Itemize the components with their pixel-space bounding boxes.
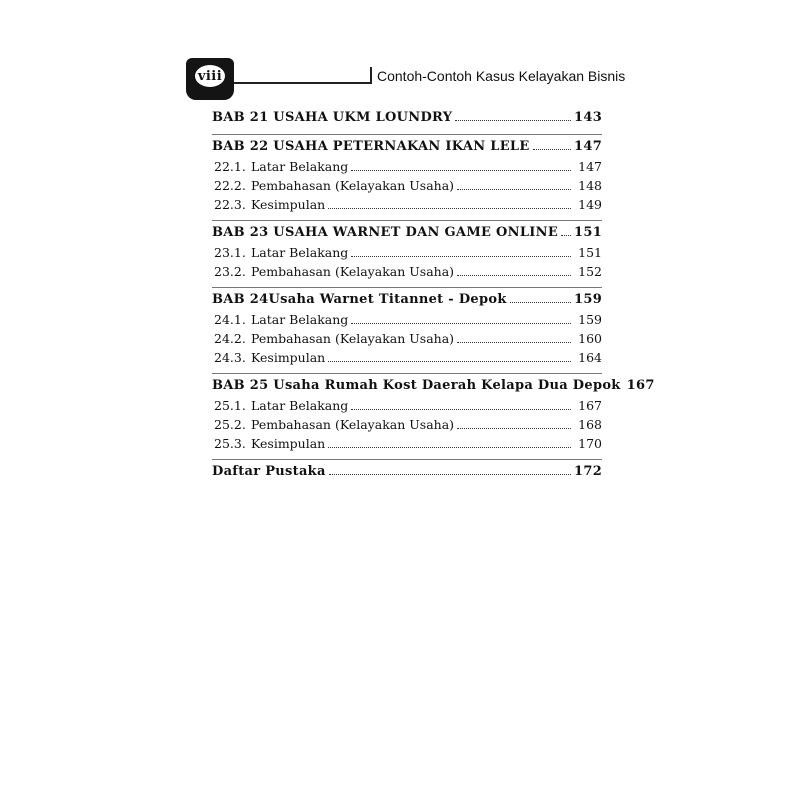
toc-subentry[interactable]: [212, 312, 602, 331]
dot-leader: [455, 111, 571, 121]
dot-leader: [328, 199, 571, 209]
toc-subentry-page: 164: [578, 350, 602, 365]
section-divider: [212, 459, 602, 460]
dot-leader: [351, 161, 571, 171]
toc-subentry-page: 148: [578, 178, 602, 193]
toc-entry-label: BAB 21 USAHA UKM LOUNDRY: [212, 110, 453, 125]
toc-entry-daftar-pustaka[interactable]: [212, 464, 602, 484]
dot-leader: [329, 465, 571, 475]
toc-entry-label: Daftar Pustaka: [212, 464, 326, 479]
table-of-contents: [212, 110, 655, 484]
toc-subentry-page: 152: [578, 264, 602, 279]
dot-leader: [457, 333, 571, 343]
toc-subentry[interactable]: [212, 159, 602, 178]
toc-subentry-number: 24.1.: [214, 312, 246, 327]
toc-subentry[interactable]: [212, 350, 602, 369]
dot-leader: [533, 140, 571, 150]
dot-leader: [561, 226, 571, 236]
toc-entry-label: BAB 24Usaha Warnet Titannet - Depok: [212, 292, 507, 307]
toc-entry-page: 143: [574, 110, 603, 125]
toc-subentry-number: 24.2.: [214, 331, 246, 346]
toc-subentry-number: 25.2.: [214, 417, 246, 432]
dot-leader: [351, 314, 571, 324]
header-rule: [234, 82, 370, 84]
dot-leader: [328, 438, 571, 448]
toc-subentry-label: Latar Belakang: [251, 245, 349, 260]
toc-entry-bab-23[interactable]: [212, 225, 602, 245]
toc-subentry-number: 25.1.: [214, 398, 246, 413]
toc-entry-bab-21[interactable]: [212, 110, 602, 130]
toc-subentry-number: 25.3.: [214, 436, 246, 451]
page-number-badge: [186, 58, 234, 100]
toc-subentry-number: 22.1.: [214, 159, 246, 174]
toc-subentry-label: Kesimpulan: [251, 350, 326, 365]
toc-entry-bab-25[interactable]: [212, 378, 655, 398]
toc-entry-page: 172: [574, 464, 603, 479]
toc-entry-page: 167: [626, 378, 655, 393]
toc-subentry-label: Latar Belakang: [251, 159, 349, 174]
toc-subentry-number: 24.3.: [214, 350, 246, 365]
toc-subentry[interactable]: [212, 264, 602, 283]
section-divider: [212, 373, 602, 374]
page-number: viii: [193, 63, 227, 89]
toc-entry-page: 159: [574, 292, 603, 307]
dot-leader: [457, 266, 571, 276]
toc-subentry[interactable]: [212, 178, 602, 197]
toc-subentry-page: 160: [578, 331, 602, 346]
toc-subentry-label: Pembahasan (Kelayakan Usaha): [251, 264, 455, 279]
dot-leader: [351, 400, 571, 410]
running-header-title: Contoh-Contoh Kasus Kelayakan Bisnis: [377, 68, 626, 84]
section-divider: [212, 220, 602, 221]
section-divider: [212, 287, 602, 288]
toc-entry-bab-22[interactable]: [212, 139, 602, 159]
toc-subentry-number: 23.2.: [214, 264, 246, 279]
toc-subentry-label: Kesimpulan: [251, 436, 326, 451]
toc-entry-label: BAB 23 USAHA WARNET DAN GAME ONLINE: [212, 225, 559, 240]
toc-subentry-page: 168: [578, 417, 602, 432]
toc-subentry-page: 159: [578, 312, 602, 327]
toc-subentry[interactable]: [212, 398, 602, 417]
toc-subentry-label: Kesimpulan: [251, 197, 326, 212]
toc-subentry-label: Pembahasan (Kelayakan Usaha): [251, 178, 455, 193]
toc-entry-bab-24[interactable]: [212, 292, 602, 312]
toc-entry-page: 151: [574, 225, 603, 240]
dot-leader: [457, 419, 571, 429]
toc-subentry-label: Pembahasan (Kelayakan Usaha): [251, 417, 455, 432]
toc-subentry[interactable]: [212, 331, 602, 350]
toc-subentry-number: 22.3.: [214, 197, 246, 212]
toc-subentry-label: Pembahasan (Kelayakan Usaha): [251, 331, 455, 346]
section-divider: [212, 134, 602, 135]
toc-subentry-page: 170: [578, 436, 602, 451]
dot-leader: [457, 180, 571, 190]
header-divider: [370, 67, 372, 84]
toc-entry-page: 147: [574, 139, 603, 154]
toc-subentry-page: 147: [578, 159, 602, 174]
dot-leader: [510, 293, 571, 303]
toc-subentry[interactable]: [212, 197, 602, 216]
toc-subentry[interactable]: [212, 436, 602, 455]
toc-subentry[interactable]: [212, 245, 602, 264]
toc-subentry-number: 22.2.: [214, 178, 246, 193]
dot-leader: [328, 352, 571, 362]
toc-subentry-page: 151: [578, 245, 602, 260]
toc-subentry-page: 149: [578, 197, 602, 212]
toc-subentry-label: Latar Belakang: [251, 312, 349, 327]
toc-subentry-number: 23.1.: [214, 245, 246, 260]
dot-leader: [351, 247, 571, 257]
toc-subentry-label: Latar Belakang: [251, 398, 349, 413]
toc-subentry-page: 167: [578, 398, 602, 413]
toc-subentry[interactable]: [212, 417, 602, 436]
toc-entry-label: BAB 22 USAHA PETERNAKAN IKAN LELE: [212, 139, 530, 154]
toc-entry-label: BAB 25 Usaha Rumah Kost Daerah Kelapa Dua Depok: [212, 378, 621, 393]
